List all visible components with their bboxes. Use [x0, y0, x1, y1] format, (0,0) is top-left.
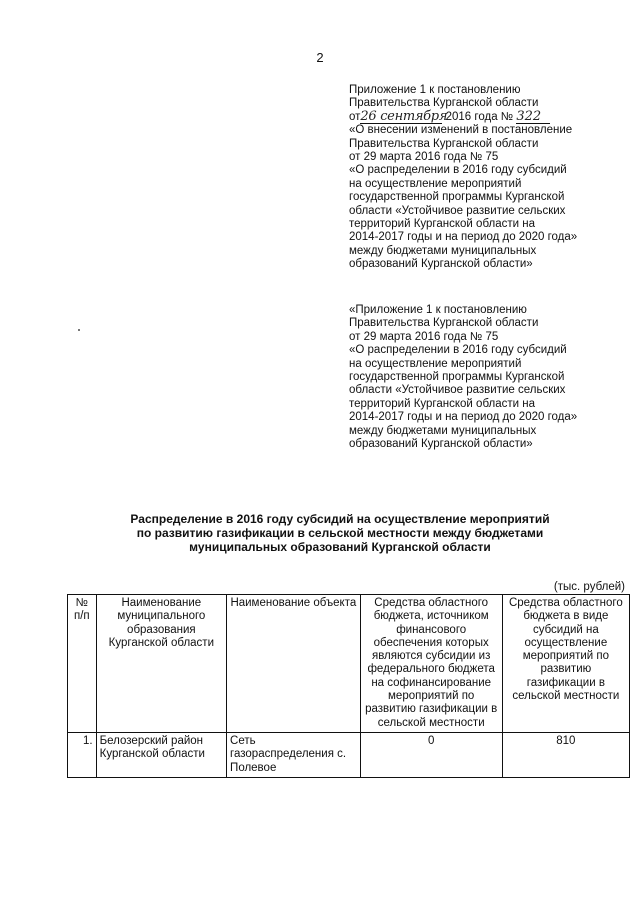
appendix-line: территорий Курганской области на: [349, 397, 536, 410]
row-number: 1.: [68, 732, 97, 777]
title-line: по развитию газификации в сельской местности между бюджетами: [136, 526, 544, 540]
appendix-date-line: [349, 108, 629, 124]
row-municipality: Белозерский район Курганской области: [96, 732, 226, 777]
appendix-line: Правительства Курганской области: [349, 317, 539, 330]
unit-label: (тыс. рублей): [553, 581, 625, 593]
handwritten-number: 322: [516, 111, 550, 124]
appendix-header-old: [349, 304, 629, 451]
appendix-line: от 29 марта 2016 года № 75: [349, 151, 499, 164]
appendix-line: государственной программы Курганской: [349, 371, 565, 384]
appendix-line: территорий Курганской области на: [349, 218, 536, 231]
table-header-row: [68, 595, 630, 733]
appendix-line: между бюджетами муниципальных: [349, 424, 537, 437]
document-title: [80, 512, 600, 554]
appendix-line: образований Курганской области»: [349, 438, 533, 451]
appendix-line: 2014-2017 годы и на период до 2020 года»: [349, 411, 578, 424]
appendix-line: Правительства Курганской области: [349, 137, 539, 150]
appendix-line: от 29 марта 2016 года № 75: [349, 330, 499, 343]
appendix-line: «Приложение 1 к постановлению: [349, 304, 527, 316]
row-object: Сеть газораспределения с. Полевое: [227, 732, 361, 777]
appendix-line: «О внесении изменений в постановление: [349, 124, 573, 137]
header-number: № п/п: [68, 595, 97, 733]
appendix-line: на осуществление мероприятий: [349, 357, 522, 370]
header-municipality: Наименование муниципального образования Курганской области: [96, 595, 226, 733]
title-line: Распределение в 2016 году субсидий на осуществление мероприятий: [130, 512, 550, 526]
appendix-line: государственной программы Курганской: [349, 191, 565, 204]
appendix-line: Приложение 1 к постановлению: [349, 84, 521, 96]
header-regional-funds: Средства областного бюджета в виде субсидий на осуществление мероприятий по развитию газификации в сельской местности: [502, 595, 629, 733]
appendix-line: образований Курганской области»: [349, 258, 533, 271]
row-federal-funds: 0: [360, 732, 502, 777]
appendix-line: «О распределении в 2016 году субсидий: [349, 344, 567, 357]
row-regional-funds: 810: [502, 732, 629, 777]
appendix-line: на осуществление мероприятий: [349, 177, 522, 190]
appendix-header-new: [349, 84, 629, 272]
title-line: муниципальных образований Курганской области: [189, 540, 491, 554]
scan-speck: [78, 329, 80, 331]
appendix-line: между бюджетами муниципальных: [349, 244, 537, 257]
year-label: 2016 года №: [445, 110, 514, 123]
appendix-line: области «Устойчивое развитие сельских: [349, 204, 566, 217]
distribution-table: [67, 594, 630, 778]
header-federal-funds: Средства областного бюджета, источником финансового обеспечения которых являются субсидии из федерального бюджета на софинансирование мероприятий по развитию газификации в сельской местности: [360, 595, 502, 733]
handwritten-date: 26 сентября: [360, 108, 448, 124]
appendix-line: области «Устойчивое развитие сельских: [349, 384, 566, 397]
appendix-line: 2014-2017 годы и на период до 2020 года»: [349, 231, 578, 244]
from-label: от: [349, 110, 361, 123]
appendix-line: «О распределении в 2016 году субсидий: [349, 164, 567, 177]
page-number: 2: [316, 50, 324, 65]
header-object: Наименование объекта: [227, 595, 361, 733]
appendix-line: Правительства Курганской области: [349, 97, 539, 110]
table-row: [68, 732, 630, 777]
